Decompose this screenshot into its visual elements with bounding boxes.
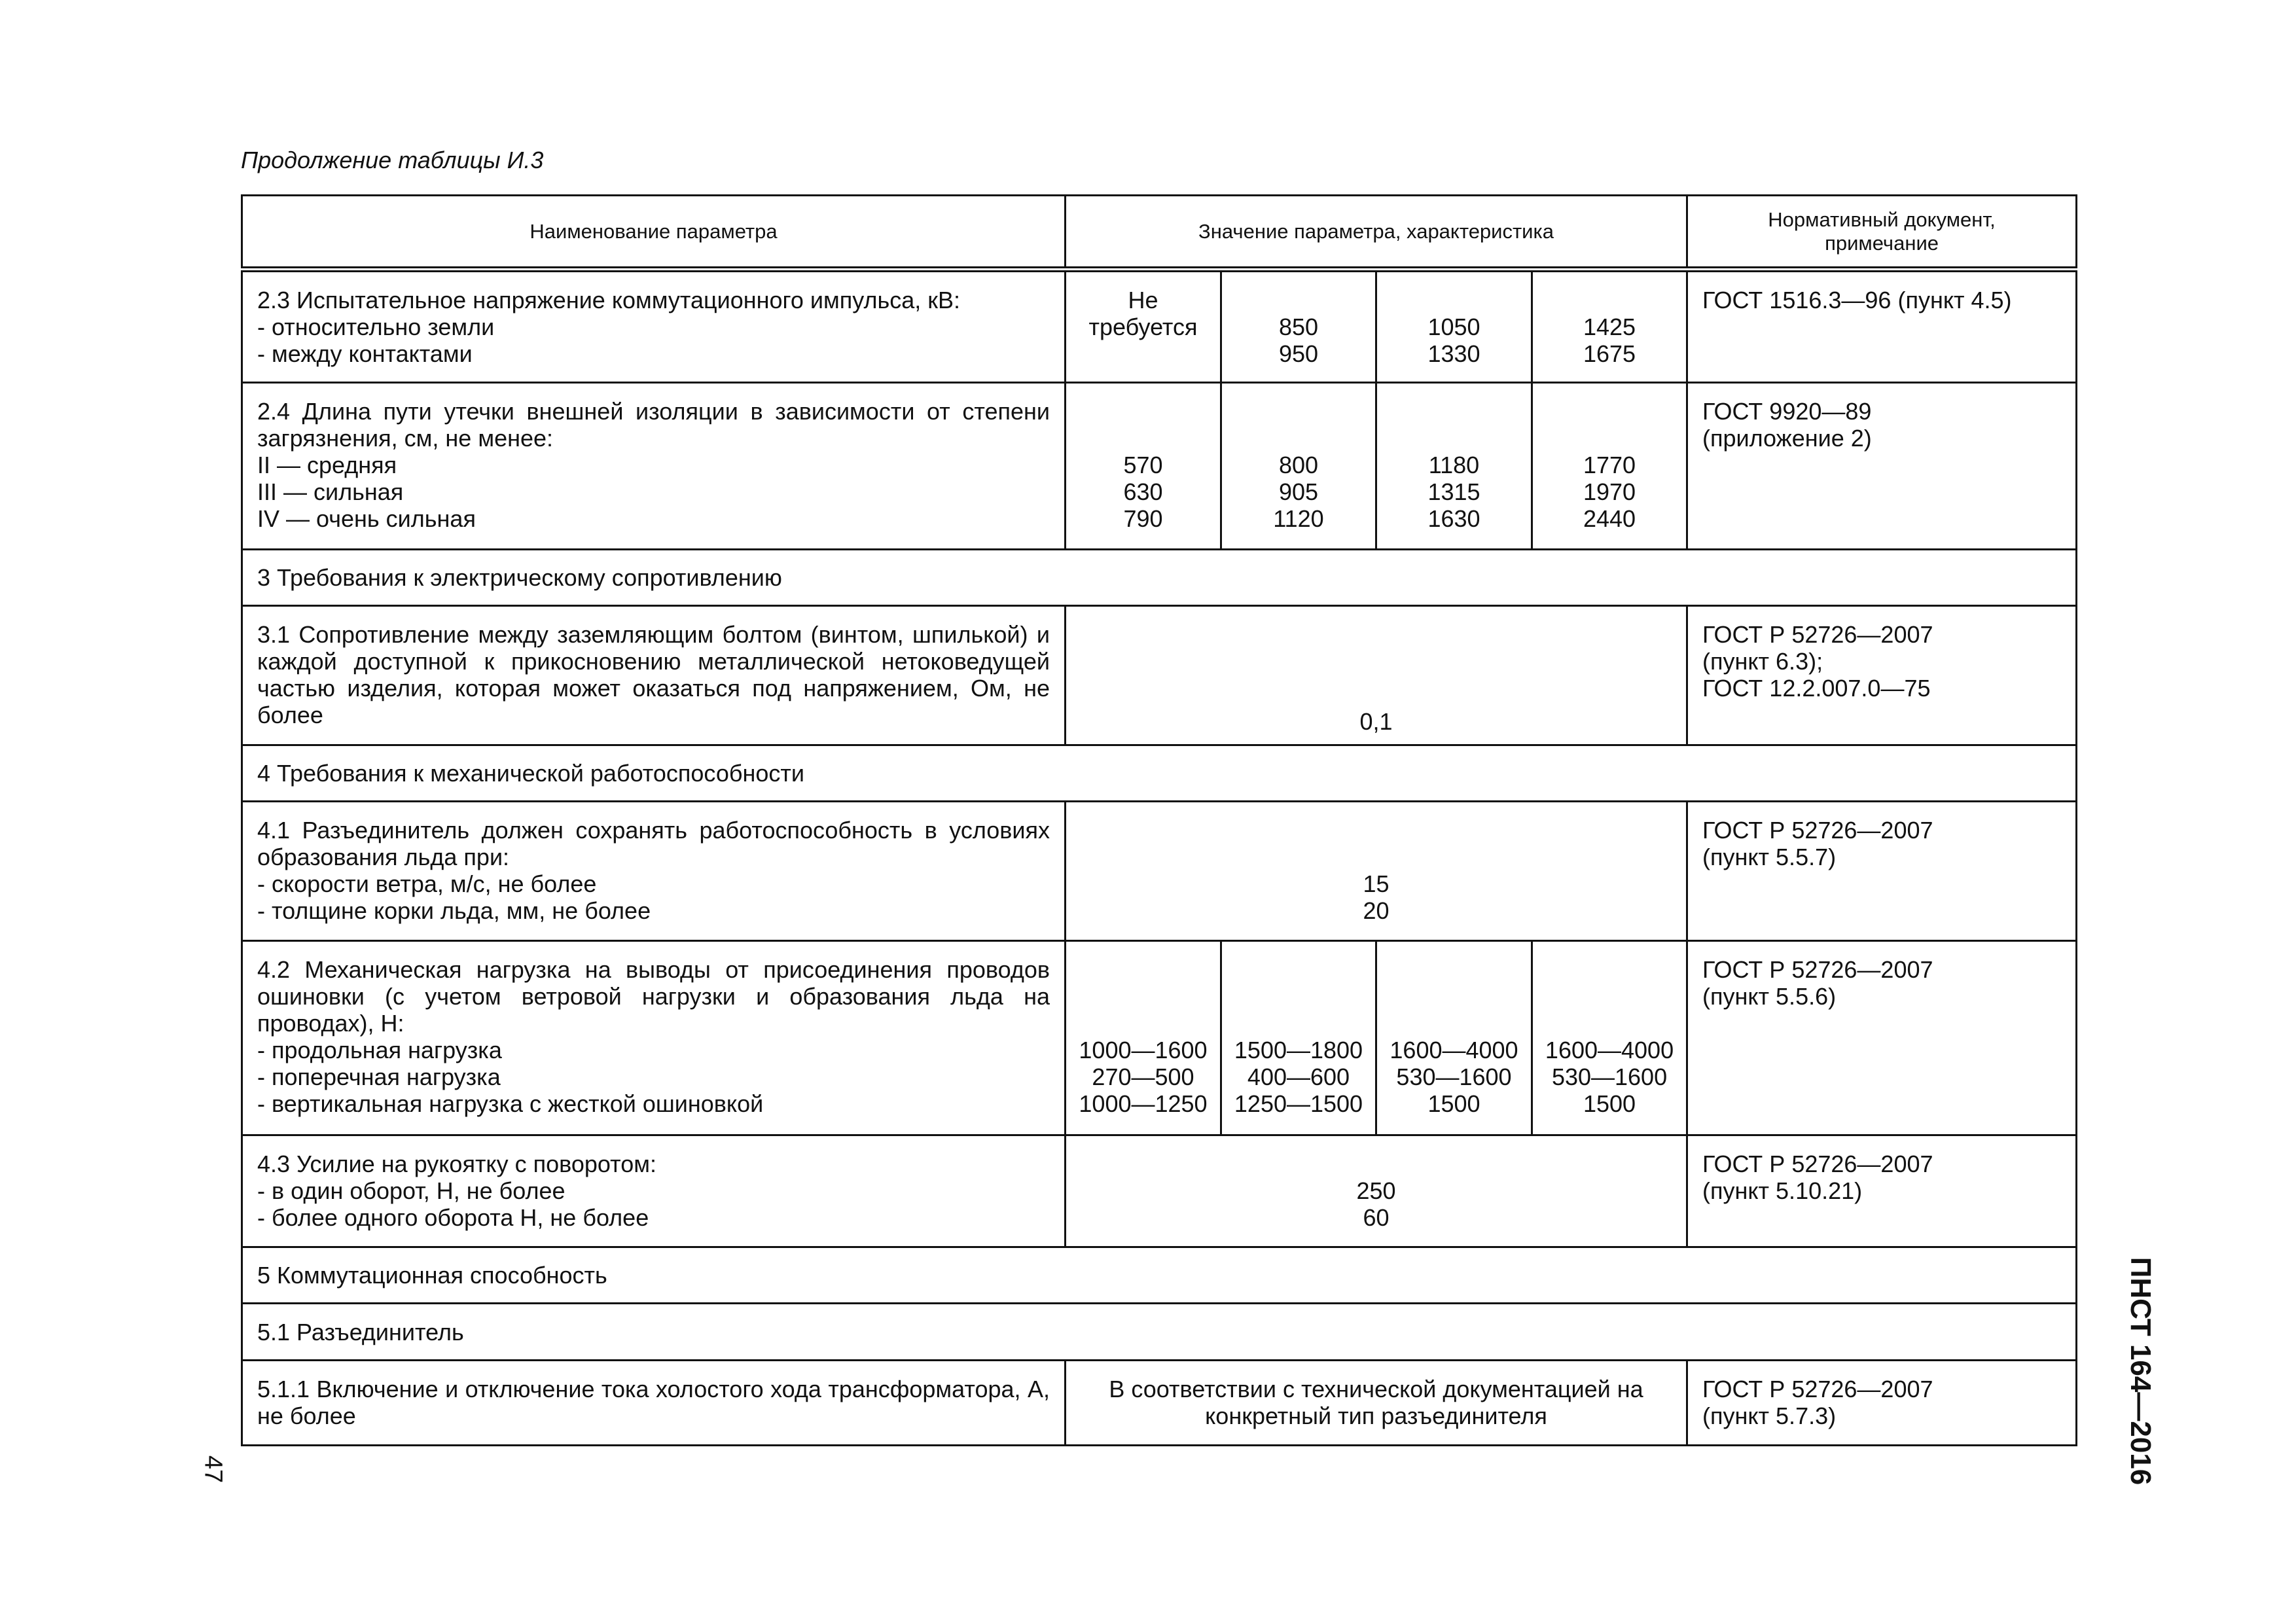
row-text: 4.1 Разъединитель должен сохранять работоспособность в условиях образования льда при: [257,817,1050,870]
value-cell [1376,383,1532,550]
value-cell: 0,1 [1066,606,1687,745]
value-cell [1221,941,1376,1135]
param-name-cell [242,1135,1066,1247]
document-cell [1687,1135,2077,1247]
value-text: 400—600 [1247,1063,1350,1090]
document-text: ГОСТ Р 52726—2007 [1702,621,1933,648]
value-cell [1221,383,1376,550]
value-text: 1600—4000 [1545,1037,1674,1063]
document-cell [1687,802,2077,941]
row-text: - более одного оборота Н, не более [257,1204,649,1231]
table-row [242,383,2077,550]
value-text: 1600—4000 [1390,1037,1518,1063]
document-text: (пункт 6.3); [1702,648,1823,675]
value-text: 15 [1363,870,1390,897]
value-text: 1675 [1583,340,1636,367]
header-parameter-value: Значение параметра, характеристика [1066,196,1687,270]
section-title: 3 Требования к электрическому сопротивлению [242,550,2077,606]
document-text: (пункт 5.10.21) [1702,1177,1863,1204]
value-text: 850 [1278,313,1319,340]
value-cell: В соответствии с технической документацией на конкретный тип разъединителя [1066,1361,1687,1446]
document-text: ГОСТ Р 52726—2007 [1702,817,1933,844]
value-text: 250 [1356,1177,1396,1204]
parameters-table [241,194,2077,1446]
table-row [242,270,2077,383]
value-text: Не [1128,287,1158,313]
value-text: 1315 [1427,478,1480,505]
value-text: 905 [1278,478,1319,505]
value-cell [1532,270,1687,383]
document-text: (пункт 5.7.3) [1702,1402,1837,1429]
value-text: 530—1600 [1396,1063,1512,1090]
value-text: 1000—1600 [1079,1037,1208,1063]
value-text: 1425 [1583,313,1636,340]
table-row [242,606,2077,745]
value-text: 1180 [1428,452,1480,478]
value-text: 1050 [1427,313,1480,340]
value-text: 1500 [1583,1090,1636,1117]
param-name-cell [242,941,1066,1135]
value-cell [1066,941,1221,1135]
value-text: 1250—1500 [1234,1090,1363,1117]
row-text: - скорости ветра, м/с, не более [257,870,597,897]
section-row [242,1304,2077,1361]
value-cell [1066,1135,1687,1247]
param-name-cell [242,383,1066,550]
document-text: ГОСТ Р 52726—2007 [1702,956,1933,983]
value-text: 1330 [1427,340,1480,367]
value-text: 800 [1278,452,1319,478]
row-text: - поперечная нагрузка [257,1063,501,1090]
value-text: 1630 [1427,505,1480,532]
value-text: 570 [1123,452,1163,478]
row-text: - вертикальная нагрузка с жесткой ошиновкой [257,1090,764,1117]
value-text: 1970 [1583,478,1636,505]
value-text: 2440 [1583,505,1636,532]
section-title: 5 Коммутационная способность [242,1247,2077,1304]
row-text: - между контактами [257,340,473,367]
section-row [242,745,2077,802]
header-parameter-name: Наименование параметра [242,196,1066,270]
section-row [242,550,2077,606]
row-text: - продольная нагрузка [257,1037,502,1063]
value-cell [1376,270,1532,383]
value-cell [1532,941,1687,1135]
value-text: 1120 [1273,505,1324,532]
param-name-cell: 5.1.1 Включение и отключение тока холостого хода трансформатора, А, не более [242,1361,1066,1446]
document-designation-text: ПНСТ 164—2016 [2125,1257,2157,1486]
row-text: - толщине корки льда, мм, не более [257,897,651,924]
value-text: 530—1600 [1551,1063,1668,1090]
document-text: (пункт 5.5.6) [1702,983,1837,1010]
value-text: 630 [1123,478,1163,505]
document-text: (пункт 5.5.7) [1702,844,1837,870]
header-normative-document: Нормативный документ, примечание [1687,196,2077,270]
table-row [242,1135,2077,1247]
row-text: - относительно земли [257,313,495,340]
row-text: 2.3 Испытательное напряжение коммутационного импульса, кВ: [257,287,961,313]
param-name-cell: 3.1 Сопротивление между заземляющим болтом (винтом, шпилькой) и каждой доступной к прикосновению металлической нетоковедущей частью изделия, которая может оказаться под напряжением, Ом, не более [242,606,1066,745]
table-row [242,802,2077,941]
value-cell [1376,941,1532,1135]
param-name-cell [242,802,1066,941]
row-text: IV — очень сильная [257,505,476,532]
value-text: 950 [1278,340,1319,367]
value-cell [1066,383,1221,550]
page-number [196,1450,229,1489]
section-row [242,1247,2077,1304]
document-text: ГОСТ 12.2.007.0—75 [1702,675,1931,702]
value-text: 1770 [1583,452,1636,478]
value-text: 1500 [1427,1090,1480,1117]
value-cell [1532,383,1687,550]
value-text: требуется [1088,313,1198,340]
row-text: 4.3 Усилие на рукоятку с поворотом: [257,1150,656,1177]
value-text: 20 [1363,897,1390,924]
document-cell [1687,606,2077,745]
document-cell [1687,1361,2077,1446]
document-designation [2121,1257,2160,1486]
value-text: 1500—1800 [1234,1037,1363,1063]
row-text: - в один оборот, Н, не более [257,1177,565,1204]
row-text: 2.4 Длина пути утечки внешней изоляции в зависимости от степени загрязнения, см, не менее: [257,398,1050,452]
param-name-cell [242,270,1066,383]
table-header-row [242,196,2077,270]
row-text: III — сильная [257,478,404,505]
value-text: 60 [1363,1204,1390,1231]
value-text: 790 [1123,505,1163,532]
value-cell [1221,270,1376,383]
document-text: ГОСТ Р 52726—2007 [1702,1376,1933,1402]
document-cell [1687,941,2077,1135]
value-text: 270—500 [1092,1063,1194,1090]
section-title: 5.1 Разъединитель [242,1304,2077,1361]
table-caption: Продолжение таблицы И.3 [241,147,544,173]
document-text: ГОСТ 1516.3—96 (пункт 4.5) [1702,287,2012,313]
section-title: 4 Требования к механической работоспособности [242,745,2077,802]
row-text: II — средняя [257,452,397,478]
document-cell [1687,270,2077,383]
document-text: ГОСТ 9920—89 [1702,398,1872,425]
table-row [242,1361,2077,1446]
value-cell [1066,270,1221,383]
value-text: 1000—1250 [1079,1090,1208,1117]
document-text: ГОСТ Р 52726—2007 [1702,1150,1933,1177]
document-text: (приложение 2) [1702,425,1872,452]
page-number-text: 47 [199,1455,227,1484]
table-row [242,941,2077,1135]
value-cell [1066,802,1687,941]
row-text: 4.2 Механическая нагрузка на выводы от присоединения проводов ошиновки (с учетом ветровой нагрузки и образования льда на проводах), Н: [257,956,1050,1037]
document-cell [1687,383,2077,550]
